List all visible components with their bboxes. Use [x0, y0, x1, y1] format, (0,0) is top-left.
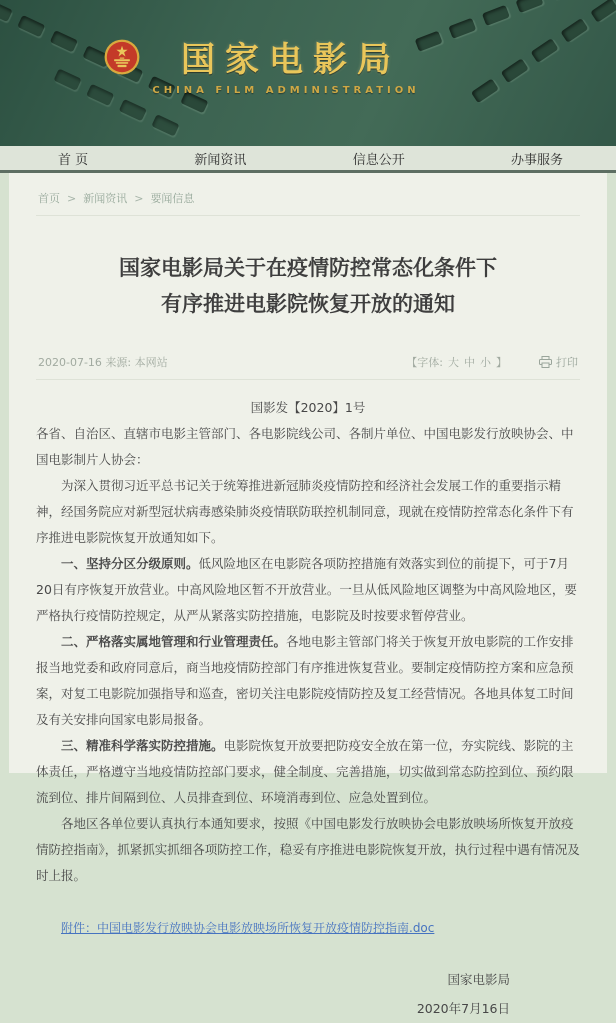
main-nav — [0, 146, 616, 173]
paragraph-text: 电影院恢复开放要把防疫安全放在第一位，夯实院线、影院的主体责任，严格遵守当地疫情防控部门要求，健全制度、完善措施，切实做到常态防控到位、预约限流到位、排片间隔到位、人员排查到位、环境消毒到位、应急处置到位。 — [36, 738, 574, 805]
site-header — [0, 0, 616, 146]
paragraph-text: 为深入贯彻习近平总书记关于统筹推进新冠肺炎疫情防控和经济社会发展工作的重要指示精神，经国务院应对新型冠状病毒感染肺炎疫情联防联控机制同意，现就在疫情防控常态化条件下有序推进电影院恢复开放通知如下。 — [36, 478, 574, 545]
national-emblem-icon — [104, 39, 140, 75]
attachment-row — [36, 915, 580, 941]
breadcrumb-separator: > — [67, 191, 77, 205]
print-label: 打印 — [556, 356, 578, 369]
signature-org: 国家电影局 — [447, 972, 510, 987]
paragraph-lead: 三、精准科学落实防控措施。 — [61, 738, 224, 753]
paragraph — [36, 473, 580, 551]
attachment-link[interactable]: 附件：中国电影发行放映协会电影放映场所恢复开放疫情防控指南.doc — [61, 921, 435, 935]
font-size-large[interactable]: 大 — [448, 356, 459, 369]
font-size-small[interactable]: 小 — [480, 356, 491, 369]
breadcrumb-current[interactable]: 要闻信息 — [150, 192, 195, 205]
print-button[interactable] — [539, 354, 578, 370]
article-meta — [36, 354, 580, 380]
breadcrumb-home[interactable]: 首页 — [38, 192, 60, 205]
breadcrumb-news[interactable]: 新闻资讯 — [83, 192, 128, 205]
paragraph — [36, 551, 580, 629]
page-title — [36, 250, 580, 322]
site-brand — [0, 0, 524, 146]
paragraph-text: 各地区各单位要认真执行本通知要求，按照《中国电影发行放映协会电影放映场所恢复开放疫情防控指南》，抓紧抓实抓细各项防控工作，稳妥有序推进电影院恢复开放，执行过程中遇有情况及时上报。 — [36, 816, 580, 883]
site-subtitle: CHINA FILM ADMINISTRATION — [152, 85, 420, 96]
font-size-label: 【字体: — [406, 356, 443, 369]
paragraph — [36, 733, 580, 811]
paragraph-text: 各地电影主管部门将关于恢复开放电影院的工作安排报当地党委和政府同意后，商当地疫情防控部门有序推进恢复营业。要制定疫情防控方案和应急预案，对复工电影院加强指导和巡查，密切关注电影院疫情防控及复工经营情况。各地具体复工时间及有关安排向国家电影局报备。 — [36, 634, 574, 727]
nav-tab-news[interactable]: 新闻资讯 — [194, 152, 247, 168]
content-panel — [9, 173, 607, 1016]
page-title-line1: 国家电影局关于在疫情防控常态化条件下 — [119, 256, 497, 280]
paragraph-lead: 二、严格落实属地管理和行业管理责任。 — [61, 634, 287, 649]
paragraph — [36, 629, 580, 733]
signature-date: 2020年7月16日 — [416, 1001, 510, 1016]
printer-icon — [539, 356, 552, 368]
doc-number: 国影发【2020】1号 — [250, 400, 366, 415]
paragraph-lead: 一、坚持分区分级原则。 — [61, 556, 199, 571]
paragraph-text: 低风险地区在电影院各项防控措施有效落实到位的前提下，可于7月20日有序恢复开放营业。中高风险地区暂不开放营业。一旦从低风险地区调整为中高风险地区，要严格执行疫情防控规定，从严从紧落实防控措施，电影院及时按要求暂停营业。 — [36, 556, 577, 623]
article-date: 2020-07-16 — [38, 356, 102, 369]
font-size-widget — [406, 354, 507, 370]
font-size-medium[interactable]: 中 — [464, 356, 475, 369]
article-body — [36, 380, 580, 1023]
addressee-line: 各省、自治区、直辖市电影主管部门、各电影院线公司、各制片单位、中国电影发行放映协会、中国电影制片人协会： — [36, 426, 574, 467]
nav-tab-services[interactable]: 办事服务 — [510, 152, 563, 168]
font-size-label-close: 】 — [496, 356, 507, 369]
nav-tab-info[interactable]: 信息公开 — [352, 152, 405, 168]
page-title-line2: 有序推进电影院恢复开放的通知 — [161, 292, 455, 316]
site-title: 国家电影局 — [181, 40, 401, 80]
nav-tab-home[interactable]: 首 页 — [58, 152, 89, 168]
paragraph — [36, 811, 580, 889]
article-source: 来源: 本网站 — [105, 356, 168, 369]
signature-block — [36, 965, 580, 1023]
breadcrumb-separator: > — [134, 191, 144, 205]
breadcrumb — [36, 173, 580, 216]
article-meta-left — [38, 354, 168, 370]
